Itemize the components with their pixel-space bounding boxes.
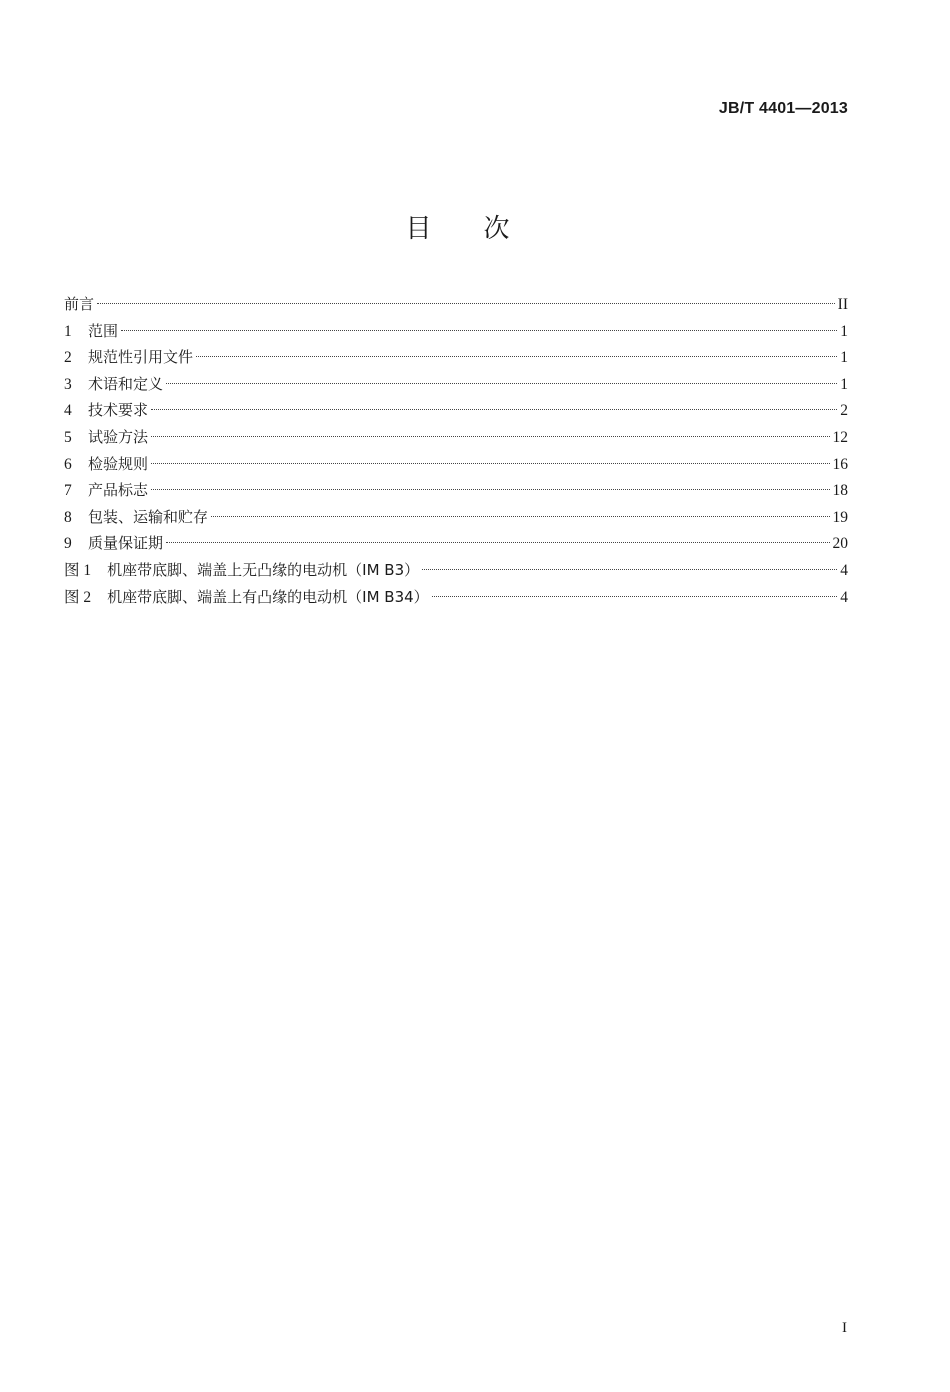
toc-entry-2[interactable] bbox=[64, 344, 848, 371]
toc-entry-page: 20 bbox=[832, 535, 848, 553]
toc-entry-page: 1 bbox=[840, 322, 848, 340]
toc-entry-page: 4 bbox=[840, 561, 848, 579]
toc-leader-dots bbox=[151, 436, 829, 437]
toc-leader-dots bbox=[121, 330, 837, 331]
toc-entry-number: 7 bbox=[64, 482, 72, 500]
toc-leader-dots bbox=[166, 542, 829, 543]
toc-entry-label: 包装、运输和贮存 bbox=[88, 507, 209, 526]
toc-entry-label: 范围 bbox=[88, 321, 119, 340]
toc-entry-8[interactable] bbox=[64, 504, 848, 531]
toc-entry-4[interactable] bbox=[64, 397, 848, 424]
toc-leader-dots bbox=[211, 516, 829, 517]
toc-entry-label: 机座带底脚、端盖上无凸缘的电动机（IM B3） bbox=[107, 560, 420, 579]
toc-entry-figure-2[interactable] bbox=[64, 584, 848, 611]
toc-leader-dots bbox=[151, 489, 829, 490]
toc-entry-label: 产品标志 bbox=[88, 481, 149, 500]
toc-entry-label: 术语和定义 bbox=[88, 374, 164, 393]
toc-entry-number: 4 bbox=[64, 402, 72, 420]
page-number: I bbox=[842, 1320, 847, 1336]
toc-entry-label: 检验规则 bbox=[88, 454, 149, 473]
toc-entry-number: 3 bbox=[64, 375, 72, 393]
toc-title bbox=[0, 208, 915, 245]
toc-leader-dots bbox=[151, 463, 829, 464]
toc-entry-page: 12 bbox=[832, 428, 848, 446]
toc-entry-label: 前言 bbox=[64, 295, 95, 313]
toc-title-char: 次 bbox=[483, 214, 510, 244]
toc-leader-dots bbox=[97, 303, 835, 304]
toc-entry-number: 8 bbox=[64, 508, 72, 526]
toc-leader-dots bbox=[151, 409, 837, 410]
toc-leader-dots bbox=[196, 356, 837, 357]
toc-entry-6[interactable] bbox=[64, 451, 848, 478]
toc-entry-3[interactable] bbox=[64, 371, 848, 398]
toc-entry-label: 技术要求 bbox=[88, 401, 149, 420]
toc-entry-label: 机座带底脚、端盖上有凸缘的电动机（IM B34） bbox=[107, 587, 429, 606]
toc-entry-page: 1 bbox=[840, 349, 848, 367]
toc-leader-dots bbox=[432, 596, 837, 597]
toc-entry-foreword[interactable] bbox=[64, 291, 848, 318]
toc-entry-number: 6 bbox=[64, 455, 72, 473]
toc-entry-label: 试验方法 bbox=[88, 427, 149, 446]
toc-entry-label: 规范性引用文件 bbox=[88, 348, 194, 367]
toc-leader-dots bbox=[166, 383, 837, 384]
toc-entry-5[interactable] bbox=[64, 424, 848, 451]
toc-entry-9[interactable] bbox=[64, 530, 848, 557]
toc-entry-label: 质量保证期 bbox=[88, 534, 164, 553]
toc-entry-number: 9 bbox=[64, 535, 72, 553]
toc-entry-page: 1 bbox=[840, 375, 848, 393]
toc-entry-figure-1[interactable] bbox=[64, 557, 848, 584]
toc-list bbox=[64, 291, 848, 610]
toc-entry-page: 2 bbox=[840, 402, 848, 420]
toc-entry-number: 2 bbox=[64, 349, 72, 367]
toc-title-char: 目 bbox=[405, 214, 432, 244]
toc-entry-page: 18 bbox=[832, 482, 848, 500]
toc-entry-page: 19 bbox=[832, 508, 848, 526]
toc-entry-figure-number: 图 1 bbox=[64, 561, 92, 579]
toc-leader-dots bbox=[422, 569, 837, 570]
standard-number: JB/T 4401—2013 bbox=[718, 100, 848, 117]
toc-entry-1[interactable] bbox=[64, 318, 848, 345]
toc-entry-number: 5 bbox=[64, 428, 72, 446]
toc-entry-7[interactable] bbox=[64, 477, 848, 504]
toc-entry-page: II bbox=[837, 296, 848, 313]
toc-entry-page: 4 bbox=[840, 588, 848, 606]
toc-entry-figure-number: 图 2 bbox=[64, 588, 92, 606]
toc-entry-number: 1 bbox=[64, 322, 72, 340]
toc-entry-page: 16 bbox=[832, 455, 848, 473]
